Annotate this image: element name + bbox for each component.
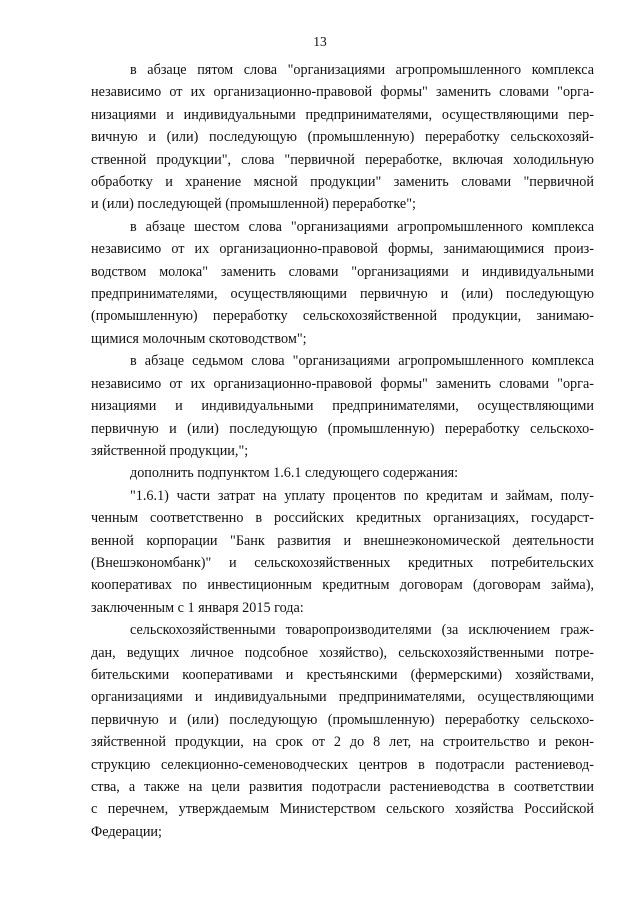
text-line: и (или) последующей (промышленной) переработке"; xyxy=(91,196,416,213)
text-line: бительскими кооперативами и крестьянскими (фермерскими) хозяйствами, xyxy=(91,666,594,683)
text-line: водством молока" заменить словами "организациями и индивидуальными xyxy=(91,263,594,280)
text-line: дополнить подпунктом 1.6.1 следующего содержания: xyxy=(130,465,459,482)
text-line: независимо от их организационно-правовой формы" заменить словами "орга- xyxy=(91,375,594,392)
text-line: (Внешэкономбанк)" и сельскохозяйственных кредитных потребительских xyxy=(91,554,594,571)
text-line: в абзаце пятом слова "организациями агропромышленного комплекса xyxy=(130,62,594,78)
text-line: Федерации; xyxy=(91,823,162,840)
text-line: струкцию селекционно-семеноводческих центров в подотрасли растениевод- xyxy=(91,756,594,773)
text-line: венной корпорации "Банк развития и внешнеэкономической деятельности xyxy=(91,532,594,549)
text-line: заключенным с 1 января 2015 года: xyxy=(91,599,304,616)
text-line: зяйственной продукции,"; xyxy=(91,442,249,459)
text-line: с перечнем, утверждаемым Министерством сельского хозяйства Российской xyxy=(91,801,594,818)
text-line: обработку и хранение мясной продукции" заменить словами "первичной xyxy=(91,174,594,191)
text-line: организациями и индивидуальными предпринимателями, осуществляющими xyxy=(91,689,594,706)
text-line: ченным соответственно в российских кредитных организациях, государст- xyxy=(91,510,594,527)
paragraph-abzac-pyatyj xyxy=(91,59,594,216)
paragraph-abzac-shestoj xyxy=(91,216,594,350)
text-line: независимо от их организационно-правовой формы, занимающимися произ- xyxy=(91,241,594,258)
text-line: первичную и (или) последующую (промышленную) переработку сельскохо- xyxy=(91,420,594,437)
text-line: сельскохозяйственными товаропроизводителями (за исключением граж- xyxy=(130,622,594,639)
text-line: дан, ведущих личное подсобное хозяйство), сельскохозяйственными потре- xyxy=(91,644,594,661)
text-line: независимо от их организационно-правовой формы" заменить словами "орга- xyxy=(91,84,594,101)
text-line: ства, а также на цели развития подотрасли растениеводства в соответствии xyxy=(91,779,594,795)
text-line: кооперативах по инвестиционным кредитным договорам (договорам займа), xyxy=(91,577,594,594)
paragraph-selhoz-tovaroproizvoditeli xyxy=(91,619,594,843)
text-line: зяйственной продукции, на срок от 2 до 8 лет, на строительство и рекон- xyxy=(91,734,594,751)
text-line: щимися молочным скотоводством"; xyxy=(91,330,307,347)
paragraph-dopolnit xyxy=(91,462,594,484)
paragraph-podpunkt-1-6-1 xyxy=(91,485,594,619)
text-line: низациями и индивидуальными предпринимателями, осуществляющими пер- xyxy=(91,106,594,123)
text-line: ственной продукции", слова "первичной переработке, включая холодильную xyxy=(91,151,594,168)
text-line: первичную и (или) последующую (промышленную) переработку сельскохо- xyxy=(91,711,594,728)
text-line: "1.6.1) части затрат на уплату процентов по кредитам и займам, полу- xyxy=(130,487,594,504)
document-body xyxy=(91,59,594,843)
text-line: в абзаце шестом слова "организациями агропромышленного комплекса xyxy=(130,218,594,235)
text-line: низациями и индивидуальными предпринимателями, осуществляющими xyxy=(91,398,594,415)
text-line: вичную и (или) последующую (промышленную) переработку сельскохозяй- xyxy=(91,129,594,146)
page-number: 13 xyxy=(313,34,327,49)
text-line: в абзаце седьмом слова "организациями агропромышленного комплекса xyxy=(130,353,594,370)
text-line: предпринимателями, осуществляющими первичную и (или) последующую xyxy=(91,286,594,303)
paragraph-abzac-sedmoj xyxy=(91,350,594,462)
text-line: (промышленную) переработку сельскохозяйственной продукции, занимаю- xyxy=(91,308,594,325)
